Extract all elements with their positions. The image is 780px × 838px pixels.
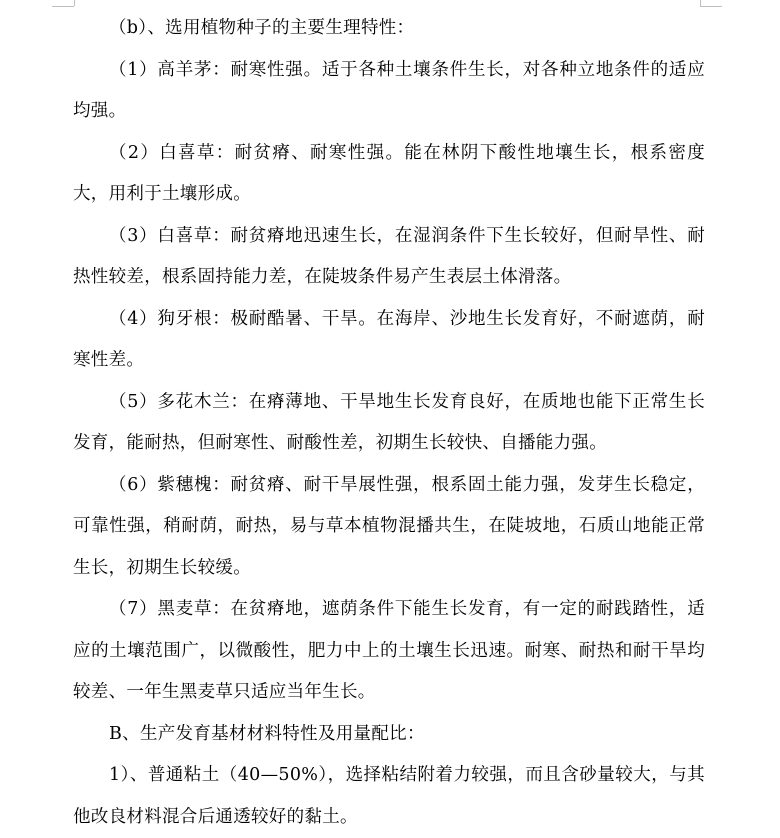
paragraph-amorpha: （6）紫穗槐：耐贫瘠、耐干旱展性强，根系固土能力强，发芽生长稳定，可靠性强，稍耐荫，耐热，易与草本植物混播共生，在陡坡地，石质山地能正常生长，初期生长较缓。	[73, 474, 705, 578]
paragraph-indigofera: （5）多花木兰：在瘠薄地、干旱地生长发育良好，在质地也能下正常生长发育，能耐热，但耐寒性、耐酸性差，初期生长较快、自播能力强。	[73, 391, 705, 453]
paragraph-bahia-grass-1: （2）白喜草：耐贫瘠、耐寒性强。能在林阴下酸性地壤生长，根系密度大，用利于土壤形成。	[73, 142, 705, 204]
section-heading-b: （b）、选用植物种子的主要生理特性：	[109, 18, 415, 38]
document-body	[73, 8, 705, 838]
section-heading-B: B、生产发育基材材料特性及用量配比：	[109, 723, 425, 744]
paragraph-ryegrass: （7）黑麦草：在贫瘠地，遮荫条件下能生长发育，有一定的耐践踏性，适应的土壤范围广，以微酸性，肥力中上的土壤生长迅速。耐寒、耐热和耐干旱均较差、一年生黑麦草只适应当年生长。	[73, 599, 705, 702]
page-corner-mark-left	[52, 0, 74, 7]
paragraph-tall-fescue: （1）高羊茅：耐寒性强。适于各种土壤条件生长，对各种立地条件的适应均强。	[73, 59, 705, 121]
paragraph-bahia-grass-2: （3）白喜草：耐贫瘠地迅速生长，在湿润条件下生长较好，但耐旱性、耐热性较差，根系固持能力差，在陡坡条件易产生表层土体滑落。	[73, 225, 705, 287]
paragraph-clay: 1）、普通粘土（40—50%），选择粘结附着力较强，而且含砂量较大，与其他改良材料混合后通透较好的黏土。	[73, 765, 705, 827]
paragraph-bermuda-grass: （4）狗牙根：极耐酷暑、干旱。在海岸、沙地生长发育好，不耐遮荫，耐寒性差。	[73, 308, 705, 370]
page-corner-mark-right	[700, 0, 722, 7]
